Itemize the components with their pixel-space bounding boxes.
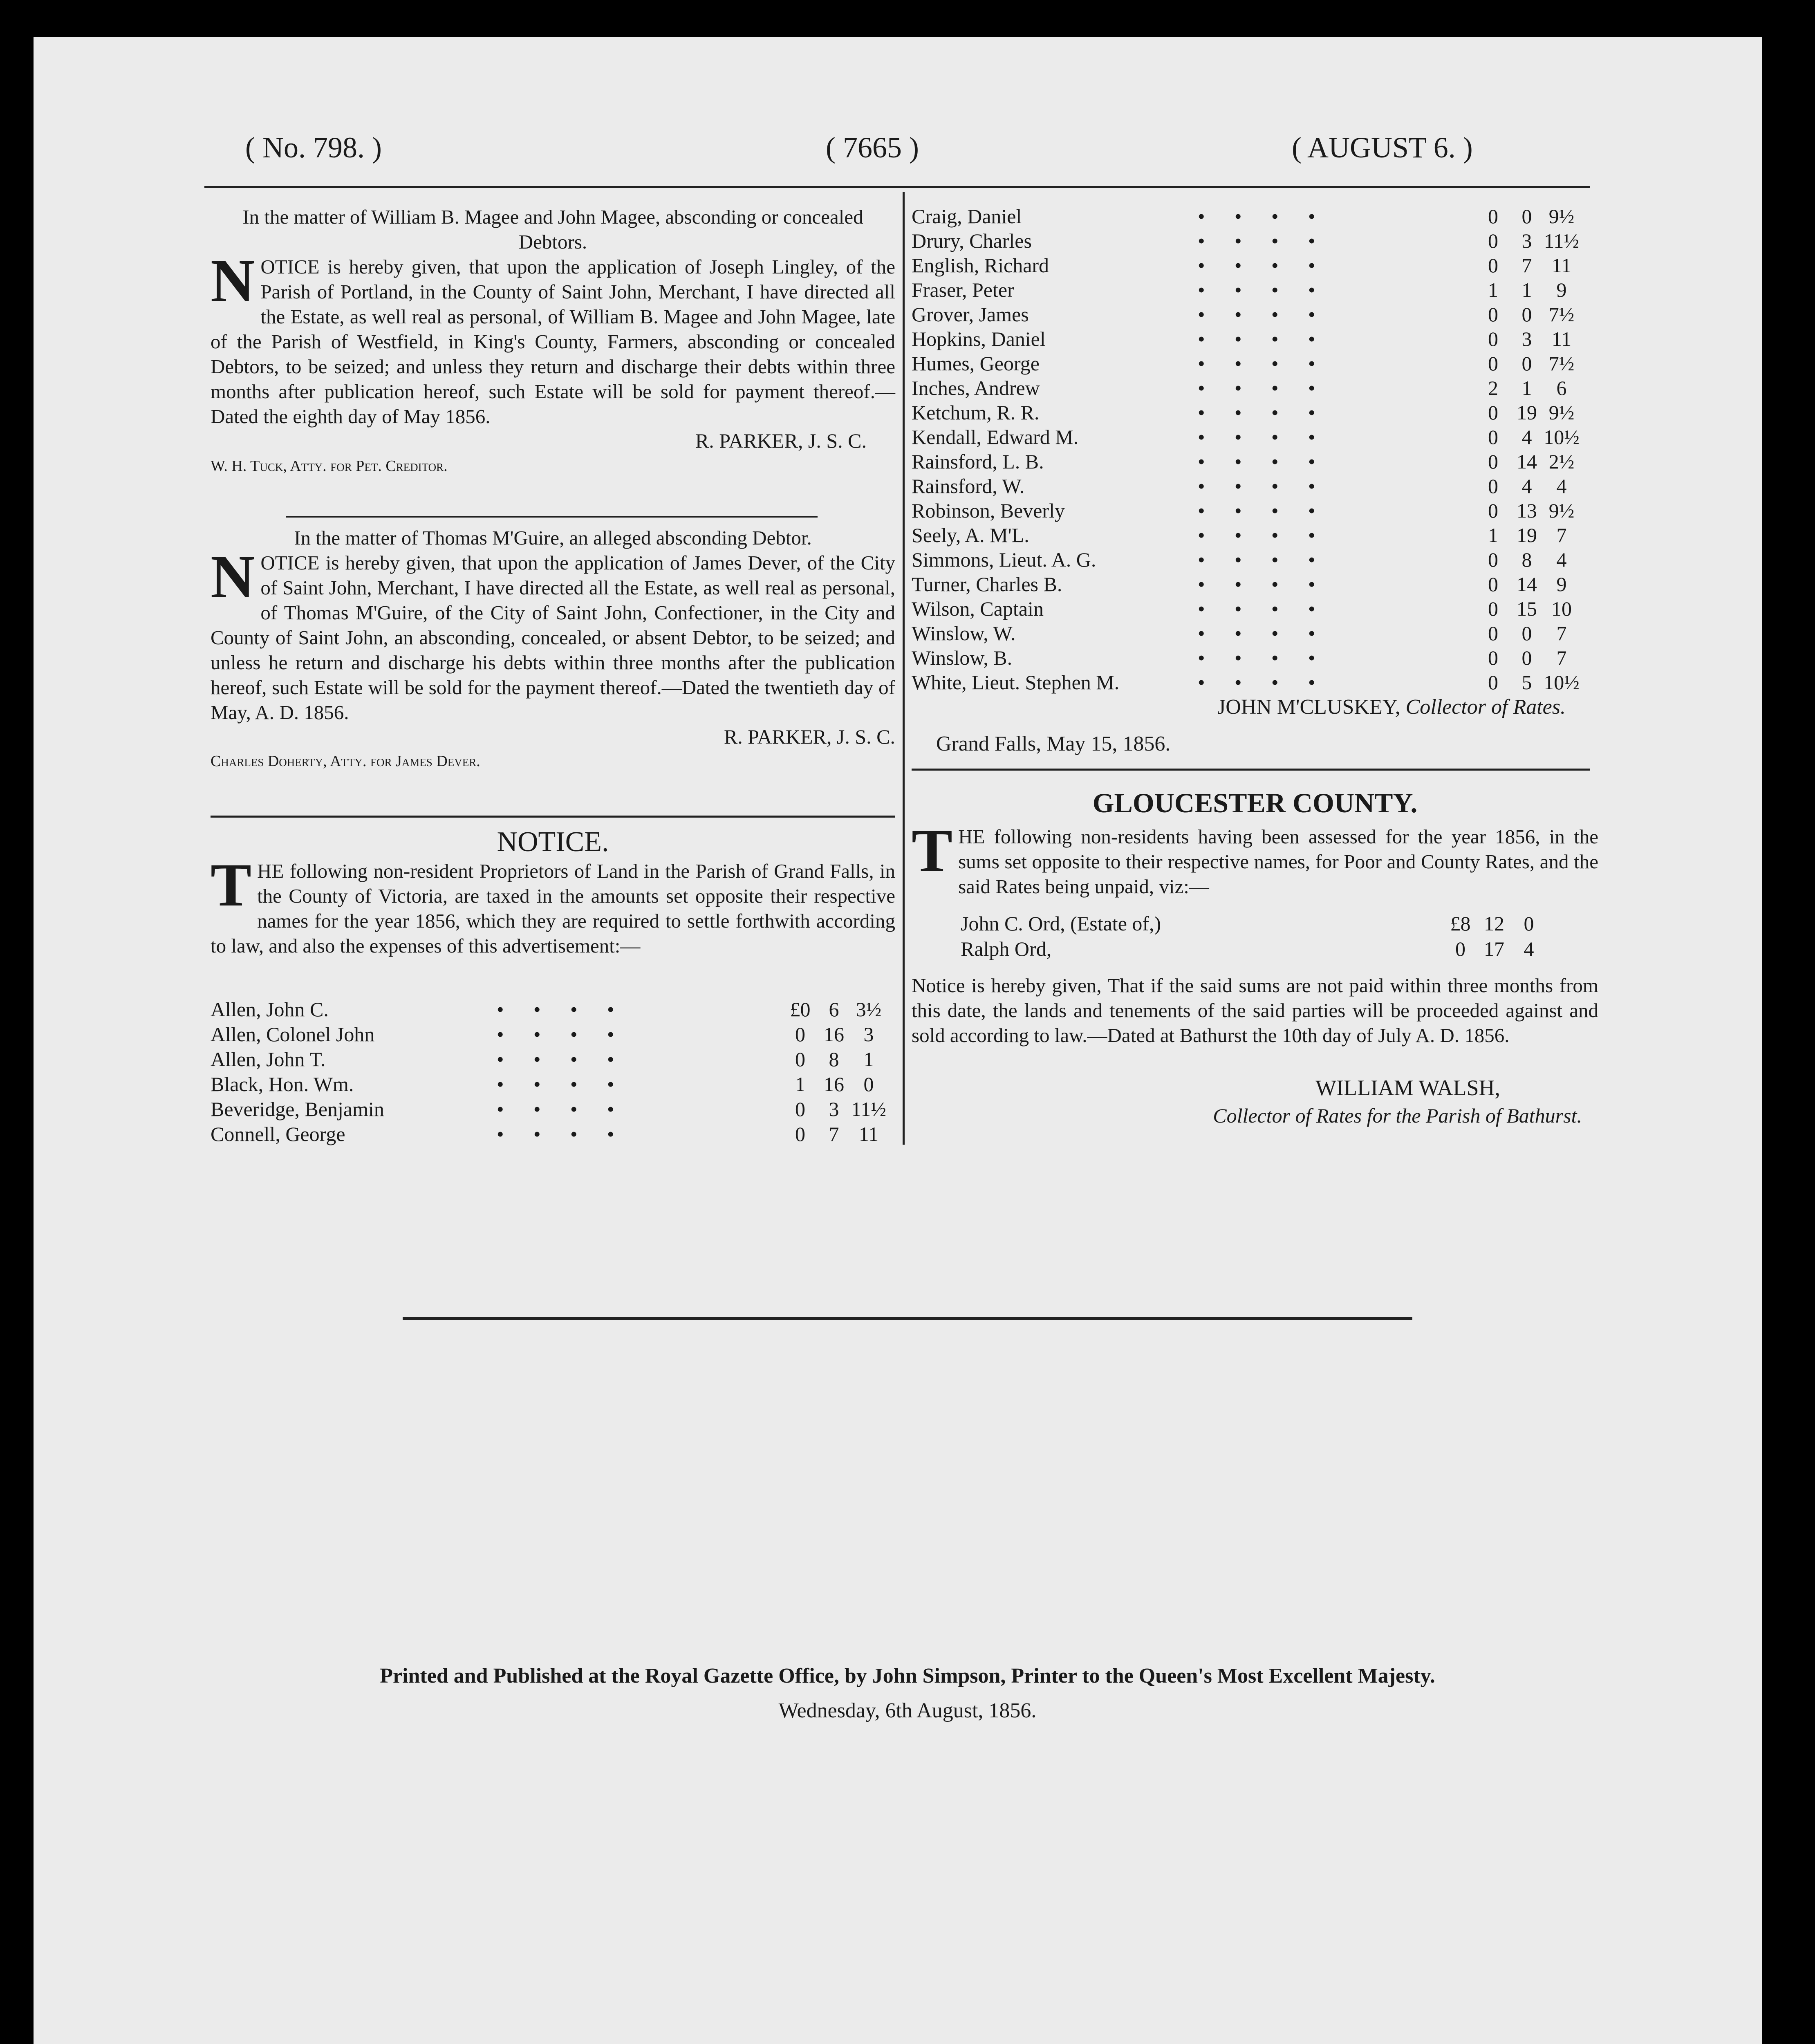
amount-shillings: 16	[824, 1073, 844, 1096]
tax-row-name: Allen, John T.	[211, 1048, 326, 1071]
tax-row	[912, 253, 1580, 278]
amount-pounds: 1	[1488, 278, 1498, 301]
tax-row-name: English, Richard	[912, 254, 1049, 277]
imprint-line: Printed and Published at the Royal Gazette Office, by John Simpson, Printer to the Queen's Most Excellent Majesty.	[380, 1664, 1435, 1688]
tax-row-amount	[1476, 229, 1580, 253]
tax-row-name: John C. Ord, (Estate of,)	[961, 912, 1161, 935]
tax-row	[912, 646, 1580, 670]
tax-row	[912, 499, 1580, 523]
tax-row	[912, 376, 1580, 401]
leader-dots: • • • •	[497, 1123, 627, 1145]
tax-row	[912, 204, 1580, 229]
tax-row-amount	[1476, 548, 1580, 572]
issue-date: ( AUGUST 6. )	[1292, 131, 1473, 164]
leader-dots: • • • •	[1198, 205, 1328, 228]
tax-row	[912, 474, 1580, 499]
notice-mcguire-title: In the matter of Thomas M'Guire, an alleged absconding Debtor.	[294, 527, 812, 549]
amount-shillings: 19	[1517, 401, 1537, 424]
amount-pence: 7	[1556, 524, 1567, 547]
amount-pounds: 0	[1488, 548, 1498, 571]
gloucester-text	[912, 817, 1598, 899]
amount-shillings: 12	[1484, 912, 1504, 935]
amount-pounds: 0	[1488, 205, 1498, 228]
tax-row-amount	[1476, 425, 1580, 449]
tax-row-amount	[1476, 621, 1580, 645]
tax-row-name: Robinson, Beverly	[912, 499, 1065, 522]
leader-dots: • • • •	[497, 1023, 627, 1046]
tax-row	[912, 597, 1580, 621]
leader-dots: • • • •	[1198, 327, 1328, 350]
amount-pounds: 0	[1488, 401, 1498, 424]
tax-row	[912, 278, 1580, 303]
separator-rule	[286, 516, 818, 518]
dropcap: T	[912, 817, 953, 885]
amount-pence: 0	[1524, 912, 1534, 935]
tax-row	[912, 670, 1580, 695]
tax-row-amount	[1476, 523, 1580, 547]
amount-shillings: 14	[1517, 450, 1537, 473]
tax-row	[211, 1122, 887, 1147]
tax-row-name: Allen, John C.	[211, 998, 329, 1021]
notice-heading: NOTICE.	[497, 826, 609, 858]
amount-shillings: 4	[1521, 426, 1532, 448]
amount-shillings: 17	[1484, 937, 1504, 960]
tax-row	[912, 450, 1580, 474]
amount-pounds: 0	[1488, 622, 1498, 645]
notice-mcguire-text	[211, 543, 895, 725]
tax-row-name: Simmons, Lieut. A. G.	[912, 548, 1096, 571]
tax-row-name: Turner, Charles B.	[912, 573, 1062, 596]
amount-pence: 6	[1556, 377, 1567, 399]
notice-magee-text	[211, 247, 895, 429]
tax-row-name: Winslow, W.	[912, 622, 1016, 645]
amount-shillings: 0	[1521, 303, 1532, 326]
notice-mcguire-body: OTICE is hereby given, that upon the application of James Dever, of the City of Saint John, Merchant, I have directed all the Estate, as well real as personal, of Thomas M'Guire, of the City of Saint John, Confectioner, in the City and County of Saint John, an absconding, concealed, or absent Debtor, to be seized; and unless he return and discharge his debts within three months after the publication hereof, such Estate will be sold for the payment thereof.—Dated the twentieth day of May, A. D. 1856.	[211, 551, 895, 724]
amount-shillings: 0	[1521, 622, 1532, 645]
amount-pence: 3	[863, 1023, 874, 1046]
tax-row-amount	[783, 1122, 887, 1146]
amount-shillings: 14	[1517, 573, 1537, 596]
amount-pence: 11	[1551, 254, 1572, 277]
tax-row	[912, 572, 1580, 597]
leader-dots: • • • •	[1198, 377, 1328, 399]
amount-pence: 4	[1556, 548, 1567, 571]
tax-row	[912, 548, 1580, 572]
collector-title: Collector of Rates.	[1405, 695, 1566, 719]
amount-shillings: 0	[1521, 352, 1532, 375]
tax-row-amount	[1476, 450, 1580, 473]
tax-row-amount	[1476, 204, 1580, 228]
notice-grand-falls	[211, 826, 895, 958]
issue-number: ( No. 798. )	[245, 131, 382, 164]
tax-row	[912, 621, 1580, 646]
tax-row-name: Winslow, B.	[912, 646, 1013, 669]
gloucester-heading: GLOUCESTER COUNTY.	[1092, 787, 1418, 818]
tax-row-name: Fraser, Peter	[912, 278, 1014, 301]
notice-grand-falls-body: HE following non-resident Proprietors of Land in the Parish of Grand Falls, in the County of Victoria, are taxed in the amounts set opposite their respective names for the year 1856, which they are required to settle forthwith according to law, and also the expenses of this advertisement:—	[211, 860, 895, 957]
tax-row-amount	[1476, 572, 1580, 596]
amount-pence: 10	[1551, 597, 1572, 620]
amount-pounds: 0	[795, 1123, 805, 1145]
leader-dots: • • • •	[1198, 499, 1328, 522]
tax-row-amount	[783, 1072, 887, 1096]
leader-dots: • • • •	[1198, 475, 1328, 498]
notice-magee-title: In the matter of William B. Magee and John Magee, absconding or concealed Debtors.	[242, 206, 863, 253]
leader-dots: • • • •	[497, 1048, 627, 1071]
end-rule	[403, 1317, 1412, 1320]
leader-dots: • • • •	[1198, 278, 1328, 301]
tax-row-amount	[1476, 278, 1580, 302]
amount-shillings: 0	[1521, 646, 1532, 669]
tax-row-name: Rainsford, W.	[912, 475, 1025, 498]
leader-dots: • • • •	[497, 998, 627, 1021]
amount-pence: 9	[1556, 573, 1567, 596]
leader-dots: • • • •	[1198, 548, 1328, 571]
amount-pounds: 1	[1488, 524, 1498, 547]
amount-pence: 10½	[1544, 426, 1580, 448]
amount-pounds: £8	[1450, 912, 1471, 935]
amount-shillings: 19	[1517, 524, 1537, 547]
leader-dots: • • • •	[1198, 597, 1328, 620]
amount-pence: 9½	[1548, 499, 1575, 522]
gloucester-warning: Notice is hereby given, That if the said sums are not paid within three months from this date, the lands and tenements of the said parties will be proceeded against and sold according to law.—Dated at Bathurst the 10th day of July A. D. 1856.	[912, 974, 1598, 1047]
amount-pence: 9	[1556, 278, 1567, 301]
tax-row	[211, 1072, 887, 1097]
amount-pounds: 0	[1488, 499, 1498, 522]
leader-dots: • • • •	[1198, 671, 1328, 694]
amount-shillings: 5	[1521, 671, 1532, 694]
amount-pence: 7½	[1548, 352, 1575, 375]
leader-dots: • • • •	[1198, 229, 1328, 252]
collector-name: JOHN M'CLUSKEY,	[1217, 695, 1400, 719]
amount-pence: 0	[863, 1073, 874, 1096]
tax-row-amount	[783, 997, 887, 1021]
amount-pounds: 0	[1488, 646, 1498, 669]
amount-pence: 7	[1556, 622, 1567, 645]
amount-pence: 4	[1524, 937, 1534, 960]
amount-pounds: 0	[1488, 475, 1498, 498]
tax-row-amount	[1476, 401, 1580, 424]
tax-row-amount	[1443, 912, 1547, 935]
amount-pounds: 0	[795, 1023, 805, 1046]
tax-row-amount	[1443, 937, 1547, 961]
gloucester-signature-title: Collector of Rates for the Parish of Bathurst.	[1213, 1104, 1582, 1127]
amount-pounds: 0	[1488, 450, 1498, 473]
page-number: ( 7665 )	[826, 131, 919, 164]
tax-row-name: Drury, Charles	[912, 229, 1032, 252]
header-rule	[204, 186, 1590, 188]
amount-pence: 4	[1556, 475, 1567, 498]
tax-row-name: Hopkins, Daniel	[912, 327, 1046, 350]
amount-shillings: 13	[1517, 499, 1537, 522]
tax-row-name: Inches, Andrew	[912, 377, 1040, 399]
tax-row-amount	[1476, 253, 1580, 277]
tax-row-name: Wilson, Captain	[912, 597, 1044, 620]
tax-row-amount	[1476, 376, 1580, 400]
amount-pence: 2½	[1548, 450, 1575, 473]
tax-row-name: Humes, George	[912, 352, 1040, 375]
amount-pounds: 0	[1488, 352, 1498, 375]
notice-magee-body: OTICE is hereby given, that upon the application of Joseph Lingley, of the Parish of Portland, in the County of Saint John, Merchant, I have directed all the Estate, as well real as personal, of William B. Magee and John Magee, late of the Parish of Westfield, in King's County, Farmers, absconding or concealed Debtors, to be seized; and unless they return and discharge their debts within three months after publication hereof, such Estate will be sold for payment thereof.—Dated the eighth day of May 1856.	[211, 256, 895, 428]
amount-pence: 1	[863, 1048, 874, 1071]
tax-row	[211, 997, 887, 1022]
amount-pounds: 0	[1488, 426, 1498, 448]
amount-pounds: 2	[1488, 377, 1498, 399]
tax-row-name: Ralph Ord,	[961, 937, 1052, 960]
amount-pence: 11½	[851, 1098, 886, 1121]
leader-dots: • • • •	[1198, 573, 1328, 596]
tax-row-name: Grover, James	[912, 303, 1029, 326]
dropcap: N	[211, 247, 255, 315]
tax-row	[211, 1022, 887, 1047]
amount-pounds: 0	[795, 1048, 805, 1071]
notice-magee	[211, 204, 895, 476]
dropcap: N	[211, 543, 255, 611]
amount-pounds: 0	[795, 1098, 805, 1121]
amount-shillings: 0	[1521, 205, 1532, 228]
amount-shillings: 4	[1521, 475, 1532, 498]
amount-shillings: 7	[829, 1123, 839, 1145]
amount-pounds: 0	[1488, 597, 1498, 620]
tax-row-name: Beveridge, Benjamin	[211, 1098, 384, 1121]
collector-place-date: Grand Falls, May 15, 1856.	[936, 732, 1171, 755]
amount-pounds: 0	[1488, 303, 1498, 326]
amount-shillings: 3	[829, 1098, 839, 1121]
amount-pence: 10½	[1544, 671, 1580, 694]
amount-shillings: 8	[1521, 548, 1532, 571]
tax-row	[211, 1047, 887, 1072]
tax-row-name: Rainsford, L. B.	[912, 450, 1044, 473]
separator-rule	[912, 769, 1590, 771]
amount-pounds: 0	[1488, 254, 1498, 277]
gloucester-signature: WILLIAM WALSH,	[1315, 1076, 1500, 1100]
amount-pence: 9½	[1548, 205, 1575, 228]
tax-row-name: Ketchum, R. R.	[912, 401, 1040, 424]
tax-row-amount	[1476, 646, 1580, 670]
tax-row-name: White, Lieut. Stephen M.	[912, 671, 1120, 694]
tax-row	[912, 327, 1580, 352]
leader-dots: • • • •	[1198, 646, 1328, 669]
amount-pence: 7½	[1548, 303, 1575, 326]
tax-row	[912, 303, 1580, 327]
tax-row-name: Seely, A. M'L.	[912, 524, 1029, 547]
tax-row	[912, 523, 1580, 548]
tax-row-amount	[1476, 352, 1580, 375]
leader-dots: • • • •	[1198, 450, 1328, 473]
amount-pence: 9½	[1548, 401, 1575, 424]
tax-row	[912, 425, 1580, 450]
leader-dots: • • • •	[497, 1098, 627, 1121]
amount-pence: 11	[858, 1123, 879, 1145]
leader-dots: • • • •	[1198, 426, 1328, 448]
tax-row-name: Kendall, Edward M.	[912, 426, 1079, 448]
tax-row-name: Black, Hon. Wm.	[211, 1073, 354, 1096]
notice-mcguire	[211, 525, 895, 771]
amount-shillings: 6	[829, 998, 839, 1021]
notice-grand-falls-text	[211, 851, 895, 958]
leader-dots: • • • •	[1198, 622, 1328, 645]
tax-row-amount	[1476, 474, 1580, 498]
notice-magee-signature: R. PARKER, J. S. C.	[695, 429, 867, 452]
tax-row-name: Connell, George	[211, 1123, 345, 1145]
amount-pence: 3½	[856, 998, 882, 1021]
amount-pence: 7	[1556, 646, 1567, 669]
tax-row-amount	[783, 1022, 887, 1046]
leader-dots: • • • •	[1198, 524, 1328, 547]
amount-pounds: 0	[1455, 937, 1465, 960]
tax-row-name: Craig, Daniel	[912, 205, 1022, 228]
column-divider	[903, 192, 905, 1145]
tax-row	[912, 229, 1580, 253]
notice-magee-attorney: W. H. Tuck, Atty. for Pet. Creditor.	[211, 457, 448, 475]
leader-dots: • • • •	[1198, 401, 1328, 424]
amount-shillings: 3	[1521, 229, 1532, 252]
notice-mcguire-attorney: Charles Doherty, Atty. for James Dever.	[211, 753, 480, 770]
amount-pounds: £0	[790, 998, 811, 1021]
tax-row-amount	[1476, 499, 1580, 522]
amount-pence: 11½	[1544, 229, 1579, 252]
tax-row	[961, 937, 1547, 961]
amount-shillings: 8	[829, 1048, 839, 1071]
amount-pounds: 0	[1488, 671, 1498, 694]
amount-shillings: 16	[824, 1023, 844, 1046]
amount-pence: 11	[1551, 327, 1572, 350]
tax-row-amount	[1476, 670, 1580, 694]
leader-dots: • • • •	[1198, 303, 1328, 326]
gloucester-body: HE following non-residents having been assessed for the year 1856, in the sums set opposite to their respective names, for Poor and County Rates, and the said Rates being unpaid, viz:—	[958, 825, 1598, 898]
dropcap: T	[211, 851, 252, 919]
notice-mcguire-signature: R. PARKER, J. S. C.	[724, 725, 895, 748]
amount-pounds: 0	[1488, 573, 1498, 596]
collector-signature	[1083, 695, 1566, 719]
tax-row-name: Allen, Colonel John	[211, 1023, 375, 1046]
amount-shillings: 15	[1517, 597, 1537, 620]
tax-row	[912, 352, 1580, 376]
tax-row-amount	[1476, 597, 1580, 621]
amount-shillings: 7	[1521, 254, 1532, 277]
leader-dots: • • • •	[497, 1073, 627, 1096]
amount-pounds: 1	[795, 1073, 805, 1096]
leader-dots: • • • •	[1198, 352, 1328, 375]
tax-row-amount	[1476, 327, 1580, 351]
amount-pounds: 0	[1488, 229, 1498, 252]
tax-row	[211, 1097, 887, 1122]
tax-row-amount	[1476, 303, 1580, 326]
imprint-date: Wednesday, 6th August, 1856.	[778, 1699, 1037, 1722]
tax-row-amount	[783, 1047, 887, 1071]
gloucester-notice	[912, 787, 1598, 899]
leader-dots: • • • •	[1198, 254, 1328, 277]
tax-row	[912, 401, 1580, 425]
amount-shillings: 3	[1521, 327, 1532, 350]
tax-row-amount	[783, 1097, 887, 1121]
amount-pounds: 0	[1488, 327, 1498, 350]
amount-shillings: 1	[1521, 278, 1532, 301]
tax-row	[961, 912, 1547, 936]
separator-rule	[211, 816, 895, 818]
amount-shillings: 1	[1521, 377, 1532, 399]
